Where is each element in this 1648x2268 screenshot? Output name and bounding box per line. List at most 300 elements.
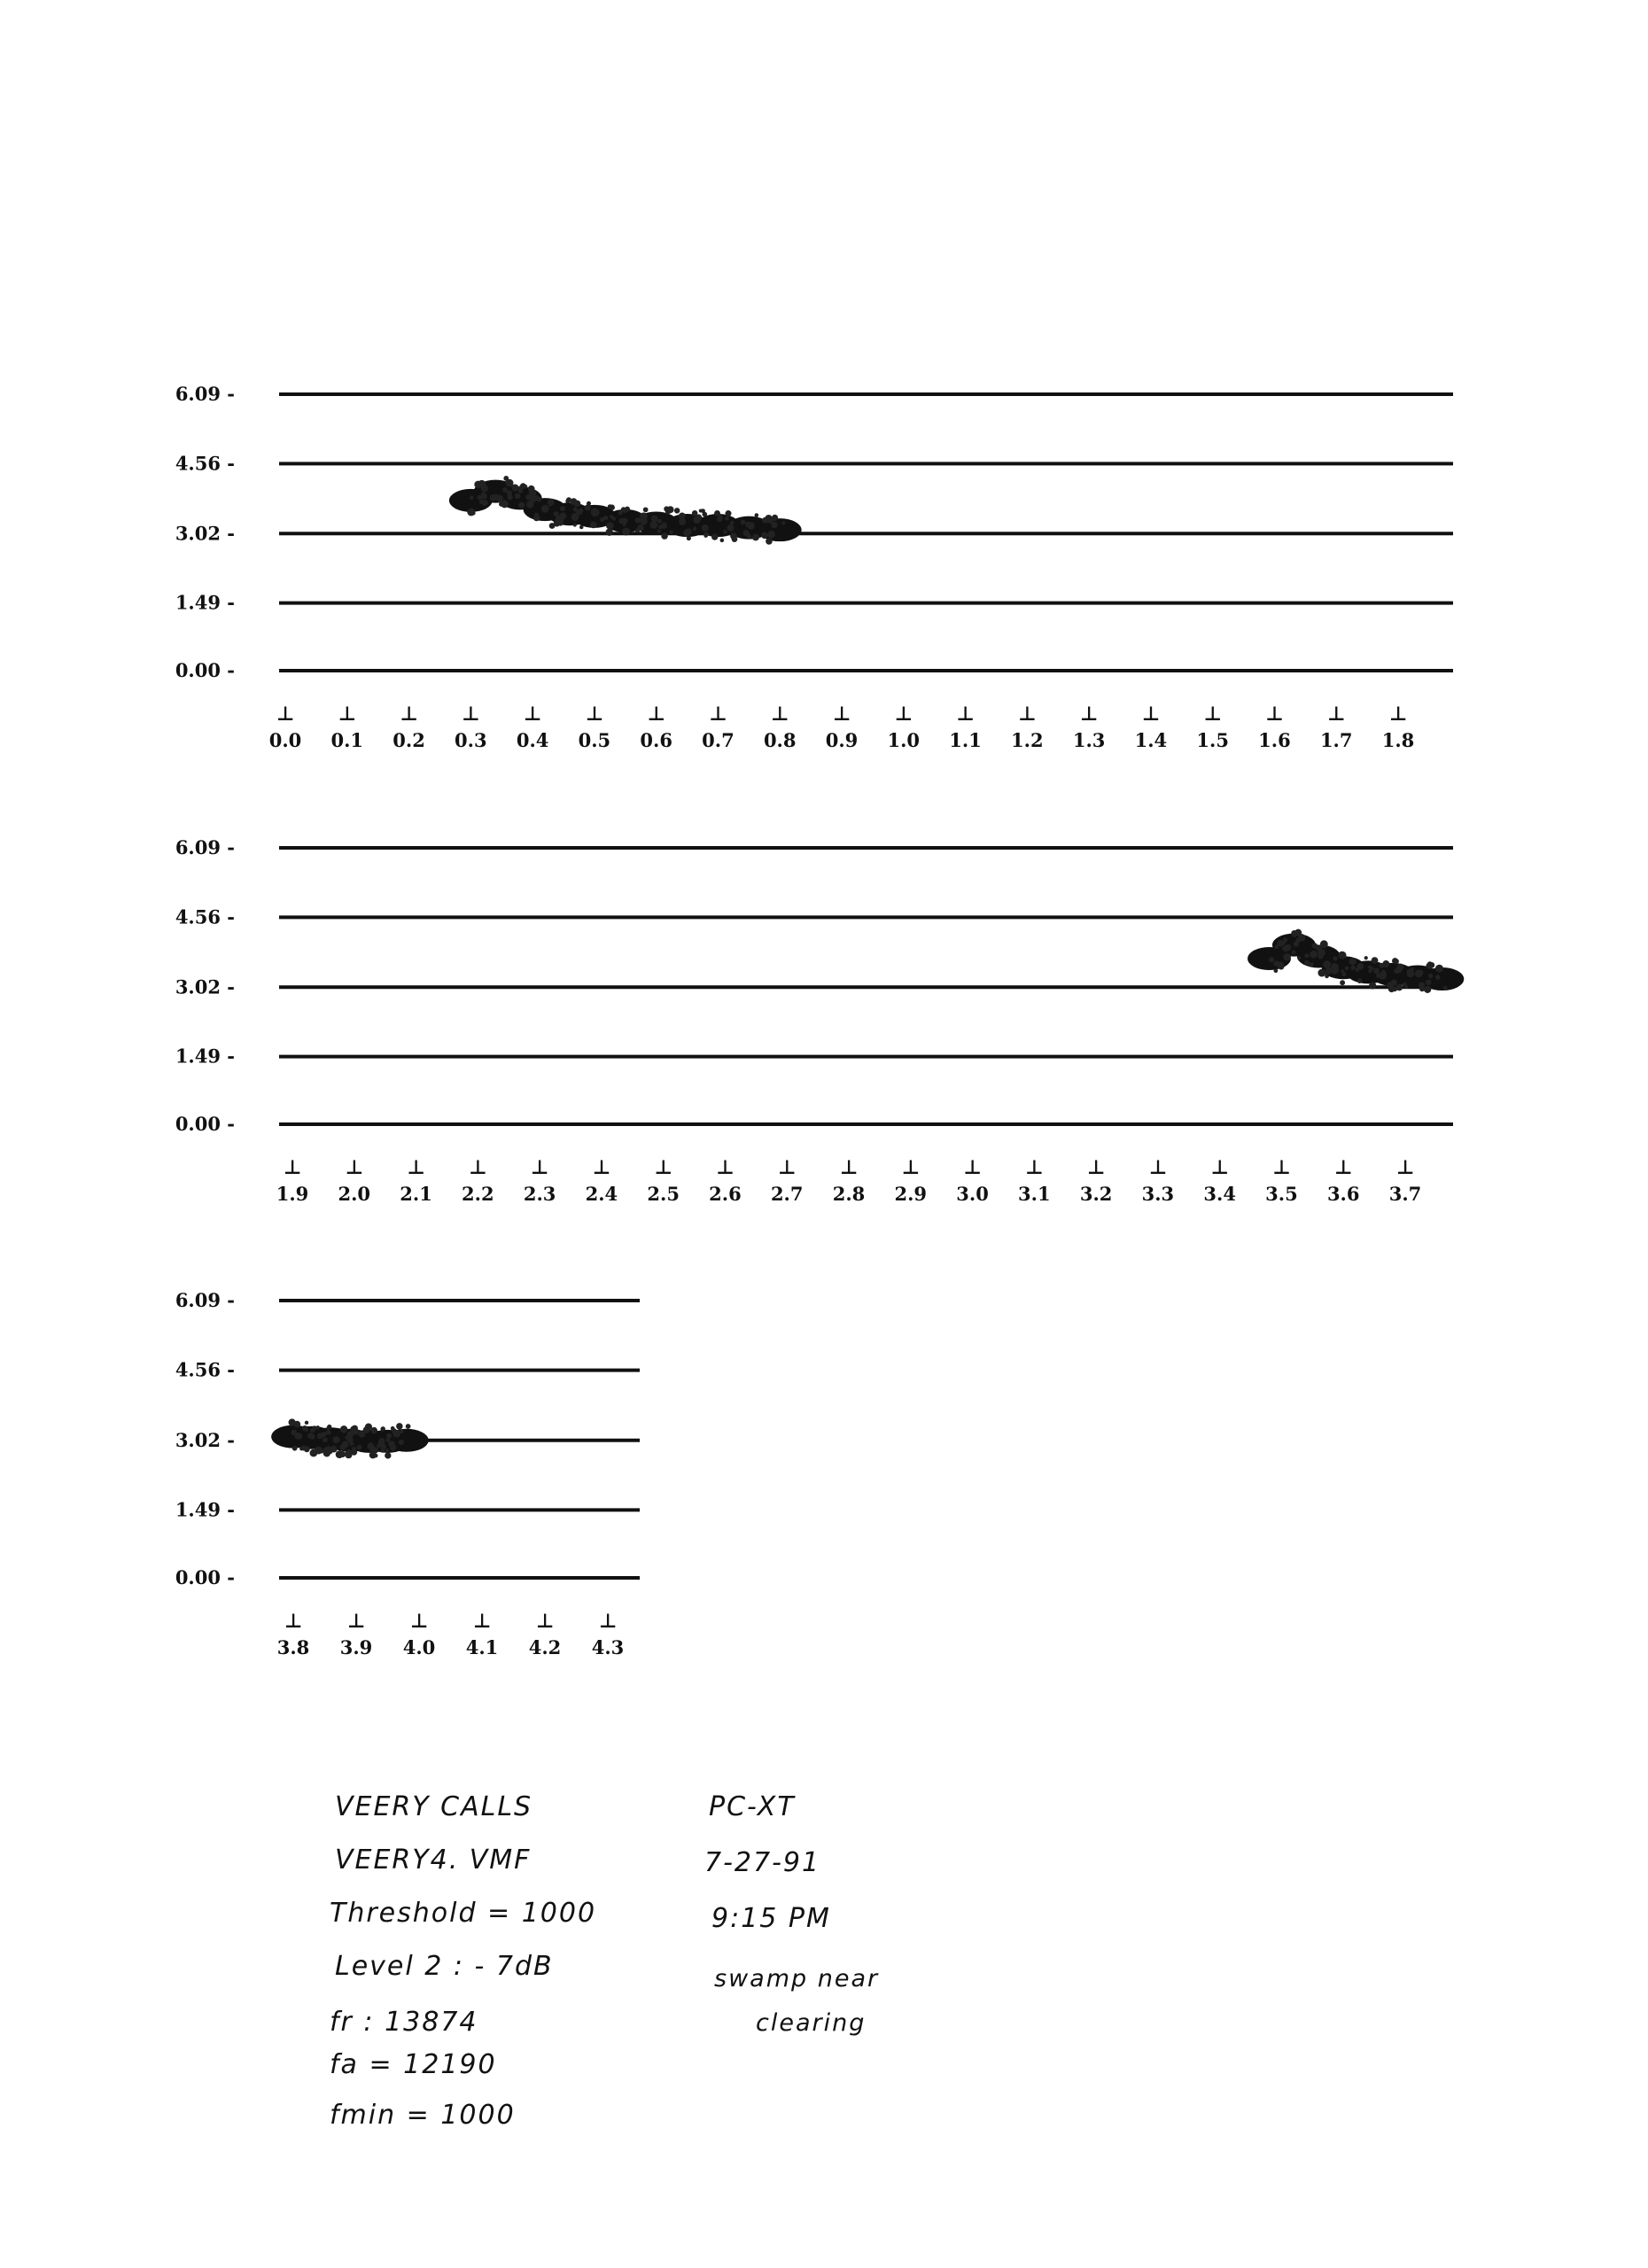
trace-speckle [1269, 957, 1274, 962]
trace-speckle [369, 1446, 376, 1452]
trace-speckle [781, 521, 785, 524]
x-tick-mark: ⊥ [345, 1157, 363, 1179]
trace-speckle [305, 1421, 308, 1425]
x-tick-mark: ⊥ [1087, 1157, 1106, 1179]
x-tick-mark: ⊥ [284, 1611, 303, 1633]
x-tick-mark: ⊥ [839, 1157, 859, 1179]
trace-speckle [725, 517, 729, 521]
trace-speckle [685, 528, 691, 534]
note-date: 7-27-91 [704, 1847, 821, 1878]
trace-speckle [1298, 934, 1305, 941]
trace-speckle [1357, 978, 1363, 983]
trace-speckle [625, 507, 630, 512]
x-tick-label: 3.5 [1265, 1183, 1298, 1205]
note-file: VEERY4. VMF [335, 1845, 532, 1876]
x-tick-label: 2.4 [585, 1183, 618, 1205]
x-tick-label: 0.1 [330, 729, 364, 751]
y-tick-label: 0.00 - [175, 659, 235, 681]
trace-speckle [1435, 975, 1441, 980]
x-tick-mark: ⊥ [901, 1157, 920, 1179]
trace-speckle [665, 509, 671, 514]
trace-speckle [693, 516, 701, 524]
trace-speckle [702, 512, 707, 517]
y-tick-label: 0.00 - [175, 1566, 235, 1588]
trace-speckle [386, 1433, 392, 1439]
trace-speckle [1325, 974, 1329, 978]
trace-speckle [340, 1425, 347, 1433]
y-tick-label: 6.09 - [175, 836, 235, 858]
trace-speckle [471, 511, 476, 516]
note-fmin: fmin = 1000 [330, 2100, 516, 2131]
x-tick-label: 0.0 [268, 729, 302, 751]
trace-speckle [326, 1430, 331, 1435]
trace-speckle [385, 1438, 390, 1442]
trace-speckle [1364, 956, 1368, 959]
trace-speckle [1304, 953, 1309, 958]
trace-speckle [714, 510, 720, 517]
y-tick-label: 3.02 - [175, 975, 235, 998]
trace-speckle [767, 531, 775, 539]
x-tick-mark: ⊥ [400, 703, 418, 726]
trace-speckle [560, 506, 565, 511]
x-tick-mark: ⊥ [963, 1157, 982, 1179]
trace-speckle [1373, 967, 1380, 974]
trace-speckle [482, 500, 488, 506]
trace-speckle [1339, 951, 1344, 957]
trace-speckle [605, 529, 612, 536]
trace-speckle [752, 533, 759, 540]
trace-speckle [1392, 958, 1398, 964]
trace-speckle [651, 516, 658, 523]
x-tick-mark: ⊥ [1203, 703, 1222, 726]
trace-speckle [1340, 980, 1345, 985]
trace-speckle [470, 496, 473, 500]
trace-speckle [378, 1438, 385, 1444]
x-tick-mark: ⊥ [1018, 703, 1037, 726]
trace-speckle [481, 493, 486, 499]
trace-speckle [1435, 966, 1441, 971]
x-tick-label: 1.7 [1319, 729, 1353, 751]
trace-speckle [1345, 967, 1349, 971]
note-level: Level 2 : - 7dB [335, 1951, 554, 1982]
trace-speckle [743, 530, 750, 536]
trace-speckle [302, 1425, 307, 1431]
trace-speckle [1426, 963, 1432, 969]
trace-speckle [357, 1445, 361, 1449]
x-tick-label: 4.3 [591, 1636, 625, 1658]
trace-speckle [741, 519, 746, 524]
x-tick-label: 2.6 [709, 1183, 742, 1205]
trace-speckle [350, 1441, 354, 1446]
x-tick-mark: ⊥ [709, 703, 727, 726]
trace-speckle [1332, 968, 1338, 975]
trace-speckle [406, 1424, 411, 1429]
x-tick-label: 0.4 [516, 729, 549, 751]
trace-speckle [635, 528, 640, 532]
trace-speckle [1426, 979, 1432, 985]
x-tick-mark: ⊥ [1327, 703, 1346, 726]
note-machine: PC-XT [709, 1791, 796, 1822]
trace-speckle [600, 517, 604, 522]
note-location-line2: clearing [756, 2009, 867, 2037]
x-tick-label: 3.4 [1203, 1183, 1236, 1205]
trace-speckle [679, 518, 686, 525]
trace-speckle [593, 513, 596, 517]
trace-speckle [1310, 951, 1318, 959]
trace-speckle [393, 1430, 400, 1438]
trace-speckle [1318, 949, 1325, 957]
note-fr: fr : 13874 [330, 2007, 478, 2038]
x-tick-mark: ⊥ [472, 1611, 492, 1633]
trace-speckle [587, 501, 591, 506]
x-tick-label: 3.6 [1326, 1183, 1360, 1205]
trace-speckle [1379, 972, 1387, 980]
x-tick-label: 0.6 [640, 729, 672, 751]
x-tick-label: 3.1 [1018, 1183, 1051, 1205]
x-tick-mark: ⊥ [956, 703, 975, 726]
x-tick-label: 1.3 [1072, 729, 1106, 751]
x-tick-mark: ⊥ [1272, 1157, 1291, 1179]
trace-speckle [747, 535, 751, 540]
x-tick-label: 0.5 [578, 729, 611, 751]
trace-speckle [717, 517, 722, 522]
trace-speckle [336, 1450, 344, 1458]
trace-speckle [1333, 956, 1337, 960]
trace-speckle [674, 508, 680, 513]
trace-speckle [1318, 969, 1325, 977]
trace-speckle [315, 1425, 320, 1430]
x-tick-label: 1.8 [1381, 729, 1415, 751]
trace-speckle [518, 502, 525, 509]
trace-speckle [1294, 941, 1299, 946]
y-tick-label: 1.49 - [175, 591, 235, 614]
trace-speckle [533, 515, 540, 521]
trace-speckle [1418, 970, 1423, 975]
trace-speckle [720, 539, 725, 543]
trace-speckle [529, 489, 536, 496]
x-tick-mark: ⊥ [894, 703, 913, 726]
x-tick-mark: ⊥ [585, 703, 603, 726]
y-tick-label: 3.02 - [175, 522, 235, 545]
x-tick-label: 3.3 [1141, 1183, 1175, 1205]
trace-speckle [526, 501, 534, 509]
x-tick-label: 2.7 [770, 1183, 804, 1205]
y-tick-label: 3.02 - [175, 1428, 235, 1451]
x-tick-mark: ⊥ [592, 1157, 610, 1179]
trace-speckle [1369, 982, 1376, 989]
x-tick-label: 2.0 [338, 1183, 371, 1205]
note-location-line1: swamp near [714, 1965, 880, 1992]
trace-speckle [622, 518, 628, 524]
trace-speckle [537, 497, 542, 502]
note-time: 9:15 PM [711, 1903, 831, 1934]
trace-speckle [1341, 969, 1344, 973]
trace-speckle [478, 495, 482, 500]
note-title: VEERY CALLS [335, 1791, 533, 1822]
trace-speckle [508, 494, 513, 500]
trace-speckle [511, 484, 518, 491]
y-tick-label: 4.56 - [175, 1358, 235, 1381]
trace-speckle [635, 517, 641, 524]
trace-speckle [371, 1454, 376, 1458]
y-tick-label: 0.00 - [175, 1113, 235, 1135]
x-tick-label: 2.5 [647, 1183, 680, 1205]
trace-speckle [390, 1445, 396, 1451]
trace-speckle [766, 538, 773, 545]
y-tick-label: 1.49 - [175, 1045, 235, 1068]
trace-speckle [396, 1423, 403, 1430]
x-tick-label: 1.1 [949, 729, 982, 751]
trace-speckle [1404, 985, 1408, 989]
x-tick-label: 3.0 [956, 1183, 989, 1205]
x-tick-label: 3.7 [1388, 1183, 1422, 1205]
x-tick-label: 0.2 [393, 729, 425, 751]
trace-speckle [692, 510, 697, 516]
trace-speckle [333, 1437, 339, 1443]
trace-speckle [1283, 947, 1288, 952]
x-tick-mark: ⊥ [407, 1157, 425, 1179]
x-tick-label: 1.9 [276, 1183, 309, 1205]
x-tick-label: 2.9 [894, 1183, 928, 1205]
x-tick-label: 1.0 [887, 729, 921, 751]
x-tick-mark: ⊥ [276, 703, 295, 726]
y-tick-label: 6.09 - [175, 383, 235, 405]
y-tick-label: 6.09 - [175, 1289, 235, 1311]
x-tick-mark: ⊥ [647, 703, 665, 726]
trace-speckle [548, 499, 555, 506]
trace-speckle [520, 483, 526, 489]
x-tick-mark: ⊥ [535, 1611, 555, 1633]
trace-speckle [554, 511, 559, 517]
trace-speckle [1274, 968, 1279, 973]
trace-speckle [725, 510, 731, 517]
trace-speckle [541, 505, 549, 513]
trace-speckle [1292, 950, 1296, 954]
trace-speckle [693, 527, 697, 532]
trace-speckle [323, 1437, 328, 1442]
trace-speckle [747, 522, 755, 530]
x-tick-mark: ⊥ [1141, 703, 1160, 726]
x-tick-mark: ⊥ [654, 1157, 672, 1179]
x-tick-label: 2.2 [462, 1183, 494, 1205]
trace-speckle [309, 1434, 315, 1440]
trace-speckle [1274, 944, 1279, 949]
trace-speckle [328, 1449, 332, 1454]
trace-speckle [565, 499, 570, 503]
x-tick-label: 2.3 [523, 1183, 556, 1205]
trace-speckle [606, 522, 614, 530]
sonogram-panel-1 [175, 383, 1453, 751]
y-tick-label: 4.56 - [175, 905, 235, 928]
trace-speckle [571, 513, 579, 521]
trace-speckle [755, 513, 759, 517]
trace-speckle [732, 536, 738, 542]
x-tick-label: 2.8 [832, 1183, 866, 1205]
trace-speckle [371, 1427, 377, 1433]
trace-speckle [1372, 957, 1379, 964]
y-tick-label: 1.49 - [175, 1498, 235, 1521]
x-tick-label: 4.0 [402, 1636, 436, 1658]
trace-speckle [1309, 962, 1313, 967]
x-tick-label: 3.8 [276, 1636, 310, 1658]
trace-speckle [622, 527, 630, 535]
trace-speckle [1388, 982, 1395, 989]
trace-speckle [1356, 967, 1360, 972]
trace-speckle [352, 1425, 358, 1432]
trace-speckle [1283, 953, 1291, 961]
trace-speckle [669, 530, 672, 533]
trace-speckle [1293, 934, 1296, 937]
x-tick-mark: ⊥ [524, 703, 542, 726]
trace-speckle [711, 533, 718, 540]
trace-speckle [304, 1446, 310, 1452]
trace-speckle [288, 1418, 295, 1425]
trace-speckle [352, 1447, 356, 1451]
x-tick-mark: ⊥ [283, 1157, 302, 1179]
trace-speckle [363, 1426, 370, 1433]
x-tick-mark: ⊥ [1080, 703, 1099, 726]
trace-speckle [515, 493, 520, 499]
x-tick-mark: ⊥ [531, 1157, 549, 1179]
trace-speckle [640, 517, 647, 524]
x-tick-mark: ⊥ [1210, 1157, 1229, 1179]
trace-speckle [1382, 960, 1389, 967]
x-tick-label: 0.3 [455, 729, 487, 751]
trace-speckle [579, 509, 583, 513]
trace-speckle [762, 517, 768, 524]
trace-speckle [295, 1434, 300, 1440]
trace-speckle [608, 504, 613, 509]
trace-speckle [618, 519, 622, 523]
trace-speckle [657, 518, 662, 523]
x-tick-mark: ⊥ [1265, 703, 1284, 726]
trace-speckle [579, 525, 584, 530]
trace-speckle [612, 517, 616, 520]
trace-speckle [771, 522, 777, 528]
trace-speckle [380, 1426, 385, 1432]
trace-speckle [339, 1444, 346, 1450]
trace-speckle [702, 524, 709, 532]
trace-speckle [704, 532, 709, 537]
trace-speckle [1407, 970, 1415, 978]
y-tick-label: 4.56 - [175, 452, 235, 475]
trace-speckle [1419, 982, 1425, 988]
x-tick-mark: ⊥ [1334, 1157, 1353, 1179]
trace-speckle [1325, 967, 1333, 975]
x-tick-mark: ⊥ [469, 1157, 487, 1179]
x-tick-mark: ⊥ [832, 703, 851, 726]
trace-speckle [326, 1426, 330, 1430]
trace-speckle [772, 515, 778, 521]
x-tick-mark: ⊥ [598, 1611, 618, 1633]
x-tick-label: 0.9 [825, 729, 859, 751]
trace-speckle [399, 1440, 404, 1445]
x-tick-label: 3.2 [1079, 1183, 1113, 1205]
trace-speckle [699, 509, 703, 512]
trace-speckle [650, 521, 658, 529]
trace-speckle [380, 1449, 385, 1453]
trace-speckle [499, 501, 503, 506]
x-tick-mark: ⊥ [462, 703, 480, 726]
x-tick-label: 1.6 [1258, 729, 1291, 751]
trace-speckle [292, 1446, 298, 1451]
x-tick-mark: ⊥ [1025, 1157, 1044, 1179]
trace-speckle [590, 522, 597, 529]
trace-speckle [1370, 967, 1374, 971]
trace-speckle [687, 536, 691, 540]
trace-speckle [574, 501, 581, 508]
x-tick-mark: ⊥ [409, 1611, 429, 1633]
trace-speckle [1443, 986, 1448, 990]
trace-speckle [657, 529, 661, 532]
trace-speckle [1280, 941, 1286, 946]
x-tick-label: 4.2 [528, 1636, 562, 1658]
trace-speckle [727, 524, 734, 532]
trace-speckle [385, 1449, 389, 1452]
x-tick-label: 4.1 [465, 1636, 499, 1658]
x-tick-mark: ⊥ [338, 703, 356, 726]
trace-speckle [1349, 958, 1356, 965]
trace-speckle [1320, 940, 1328, 948]
trace-speckle [661, 532, 667, 539]
trace-speckle [490, 494, 496, 501]
x-tick-mark: ⊥ [1388, 703, 1408, 726]
trace-speckle [385, 1452, 391, 1458]
trace-speckle [496, 495, 503, 502]
trace-speckle [1323, 960, 1331, 968]
trace-speckle [1411, 967, 1414, 971]
trace-speckle [730, 521, 735, 525]
trace-speckle [643, 507, 649, 512]
trace-speckle [1304, 960, 1310, 966]
x-tick-label: 0.7 [702, 729, 735, 751]
x-tick-mark: ⊥ [1395, 1157, 1415, 1179]
x-tick-label: 1.2 [1011, 729, 1044, 751]
note-fa: fa = 12190 [330, 2049, 497, 2080]
x-tick-mark: ⊥ [1148, 1157, 1167, 1179]
x-tick-label: 1.4 [1134, 729, 1168, 751]
trace-speckle [317, 1433, 323, 1439]
x-tick-label: 0.8 [763, 729, 797, 751]
trace-speckle [474, 481, 482, 489]
trace-speckle [1312, 943, 1318, 948]
x-tick-label: 2.1 [400, 1183, 432, 1205]
trace-speckle [502, 487, 508, 493]
trace-speckle [723, 530, 727, 534]
x-tick-mark: ⊥ [771, 703, 789, 726]
x-tick-mark: ⊥ [716, 1157, 735, 1179]
trace-speckle [554, 520, 561, 527]
trace-speckle [319, 1449, 324, 1454]
trace-speckle [377, 1444, 380, 1448]
trace-speckle [1395, 967, 1403, 974]
x-tick-label: 1.5 [1196, 729, 1229, 751]
trace-speckle [1393, 987, 1397, 991]
sonogram-panel-3 [175, 1289, 640, 1658]
note-threshold: Threshold = 1000 [330, 1898, 597, 1929]
x-tick-label: 3.9 [339, 1636, 373, 1658]
trace-speckle [1350, 966, 1355, 970]
sonogram-panel-2 [175, 836, 1464, 1205]
trace-speckle [573, 507, 578, 511]
trace-speckle [762, 532, 766, 536]
trace-speckle [573, 523, 577, 526]
x-tick-mark: ⊥ [346, 1611, 366, 1633]
trace-speckle [1277, 961, 1284, 968]
trace-speckle [1428, 974, 1433, 978]
x-tick-mark: ⊥ [778, 1157, 797, 1179]
trace-speckle [1427, 986, 1432, 990]
